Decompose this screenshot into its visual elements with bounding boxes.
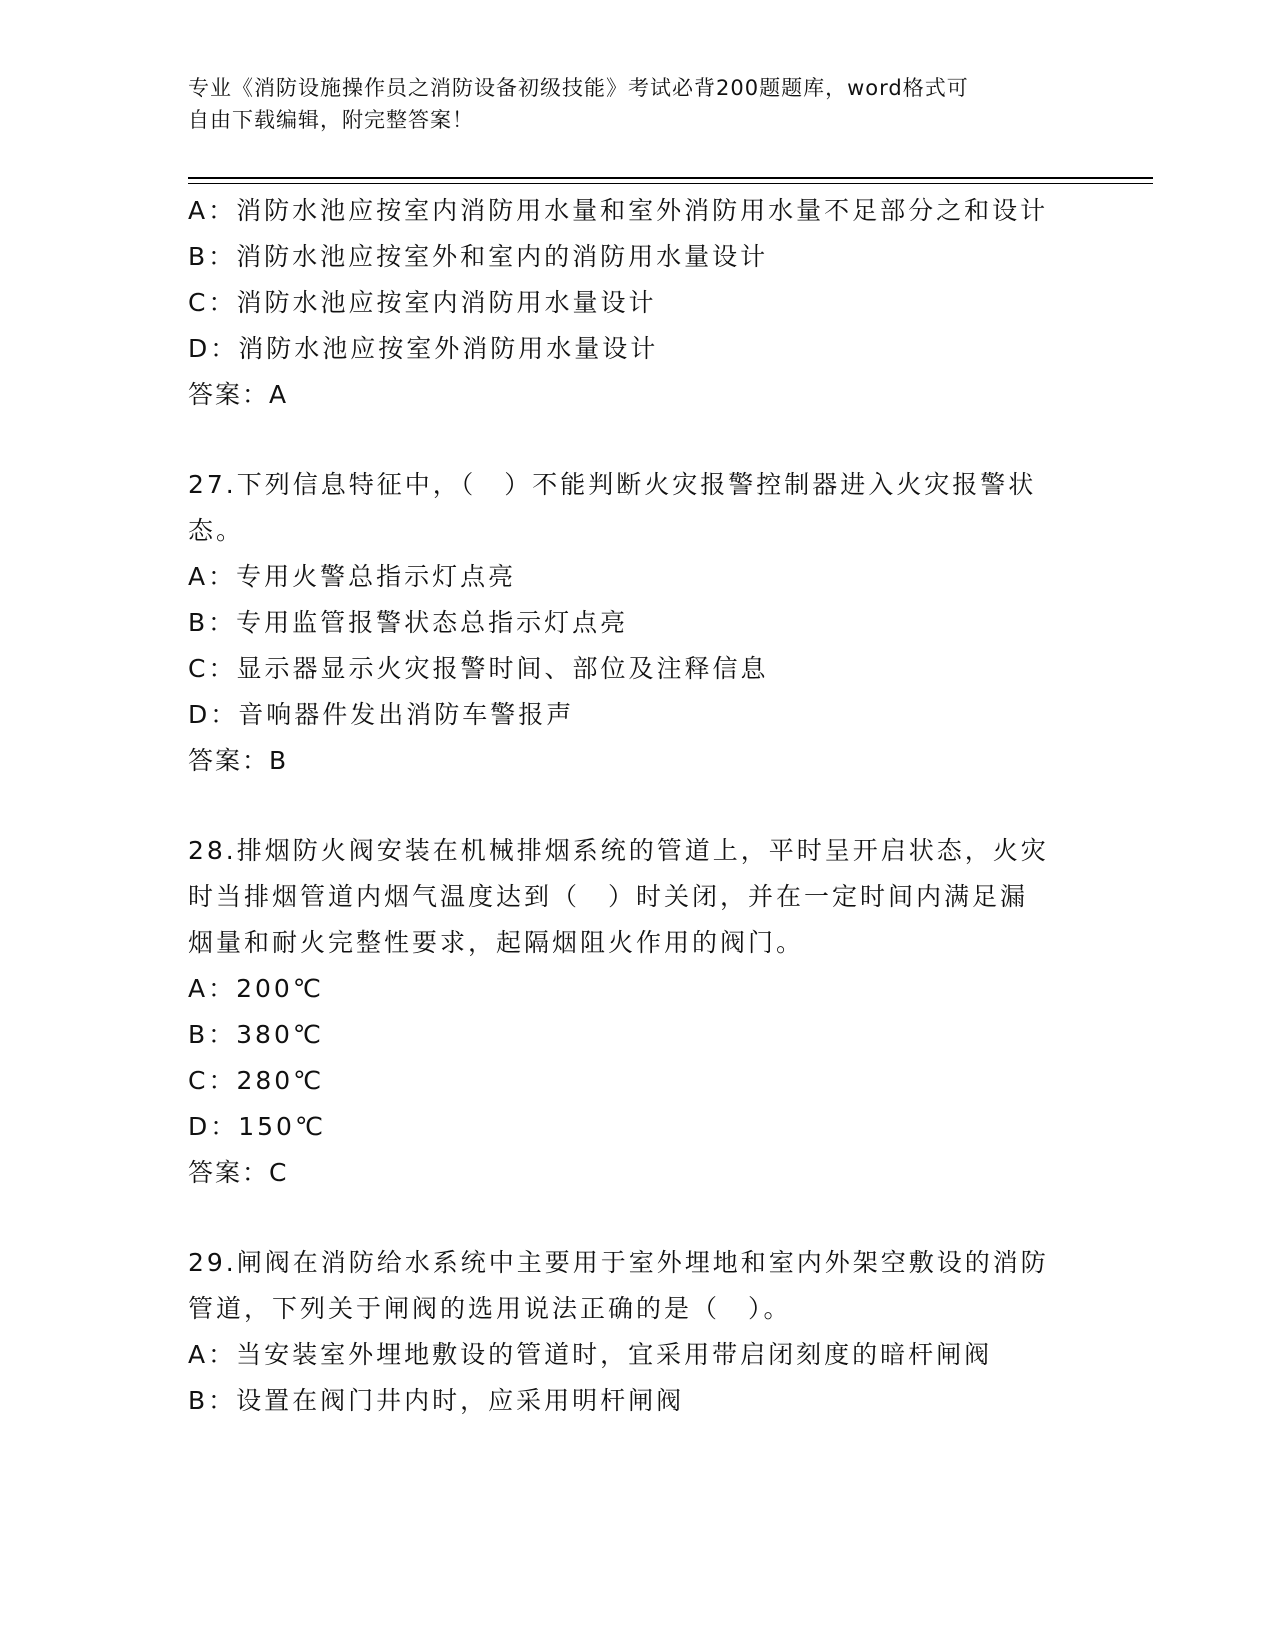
- option-c: C：280℃: [188, 1066, 325, 1095]
- header-line-1: 专业《消防设施操作员之消防设备初级技能》考试必背200题题库，word格式可: [188, 76, 969, 100]
- header-line-2: 自由下载编辑，附完整答案！: [188, 108, 474, 132]
- question-27: [188, 462, 1088, 784]
- answer: 答案：B: [188, 746, 289, 775]
- header-rule-thick: [188, 177, 1153, 179]
- spacer: [188, 418, 1088, 462]
- question-stem-line: 28.排烟防火阀安装在机械排烟系统的管道上，平时呈开启状态，火灾: [188, 836, 1049, 865]
- option-d: D：消防水池应按室外消防用水量设计: [188, 334, 659, 363]
- question-26: [188, 188, 1088, 418]
- question-28: [188, 828, 1088, 1196]
- question-stem-line: 29.闸阀在消防给水系统中主要用于室外埋地和室内外架空敷设的消防: [188, 1248, 1049, 1277]
- option-c: C：显示器显示火灾报警时间、部位及注释信息: [188, 654, 769, 683]
- option-a: A：消防水池应按室内消防用水量和室外消防用水量不足部分之和设计: [188, 196, 1049, 225]
- question-stem-line: 27.下列信息特征中，（ ）不能判断火灾报警控制器进入火灾报警状: [188, 470, 1037, 499]
- answer: 答案：A: [188, 380, 289, 409]
- option-d: D：音响器件发出消防车警报声: [188, 700, 575, 729]
- option-b: B：设置在阀门井内时，应采用明杆闸阀: [188, 1386, 685, 1415]
- option-a: A：200℃: [188, 974, 324, 1003]
- option-a: A：当安装室外埋地敷设的管道时，宜采用带启闭刻度的暗杆闸阀: [188, 1340, 993, 1369]
- option-a: A：专用火警总指示灯点亮: [188, 562, 517, 591]
- question-29: [188, 1240, 1088, 1424]
- question-stem-line: 态。: [188, 516, 245, 545]
- option-d: D：150℃: [188, 1112, 327, 1141]
- spacer: [188, 784, 1088, 828]
- question-stem-line: 管道，下列关于闸阀的选用说法正确的是（ ）。: [188, 1294, 792, 1323]
- question-stem-line: 时当排烟管道内烟气温度达到（ ）时关闭，并在一定时间内满足漏: [188, 882, 1029, 911]
- option-c: C：消防水池应按室内消防用水量设计: [188, 288, 657, 317]
- option-b: B：专用监管报警状态总指示灯点亮: [188, 608, 629, 637]
- header-rule-thin: [188, 183, 1153, 184]
- question-stem-line: 烟量和耐火完整性要求，起隔烟阻火作用的阀门。: [188, 928, 805, 957]
- document-header: [188, 72, 1068, 136]
- option-b: B：消防水池应按室外和室内的消防用水量设计: [188, 242, 769, 271]
- question-list: [188, 188, 1088, 1424]
- spacer: [188, 1196, 1088, 1240]
- option-b: B：380℃: [188, 1020, 324, 1049]
- answer: 答案：C: [188, 1158, 289, 1187]
